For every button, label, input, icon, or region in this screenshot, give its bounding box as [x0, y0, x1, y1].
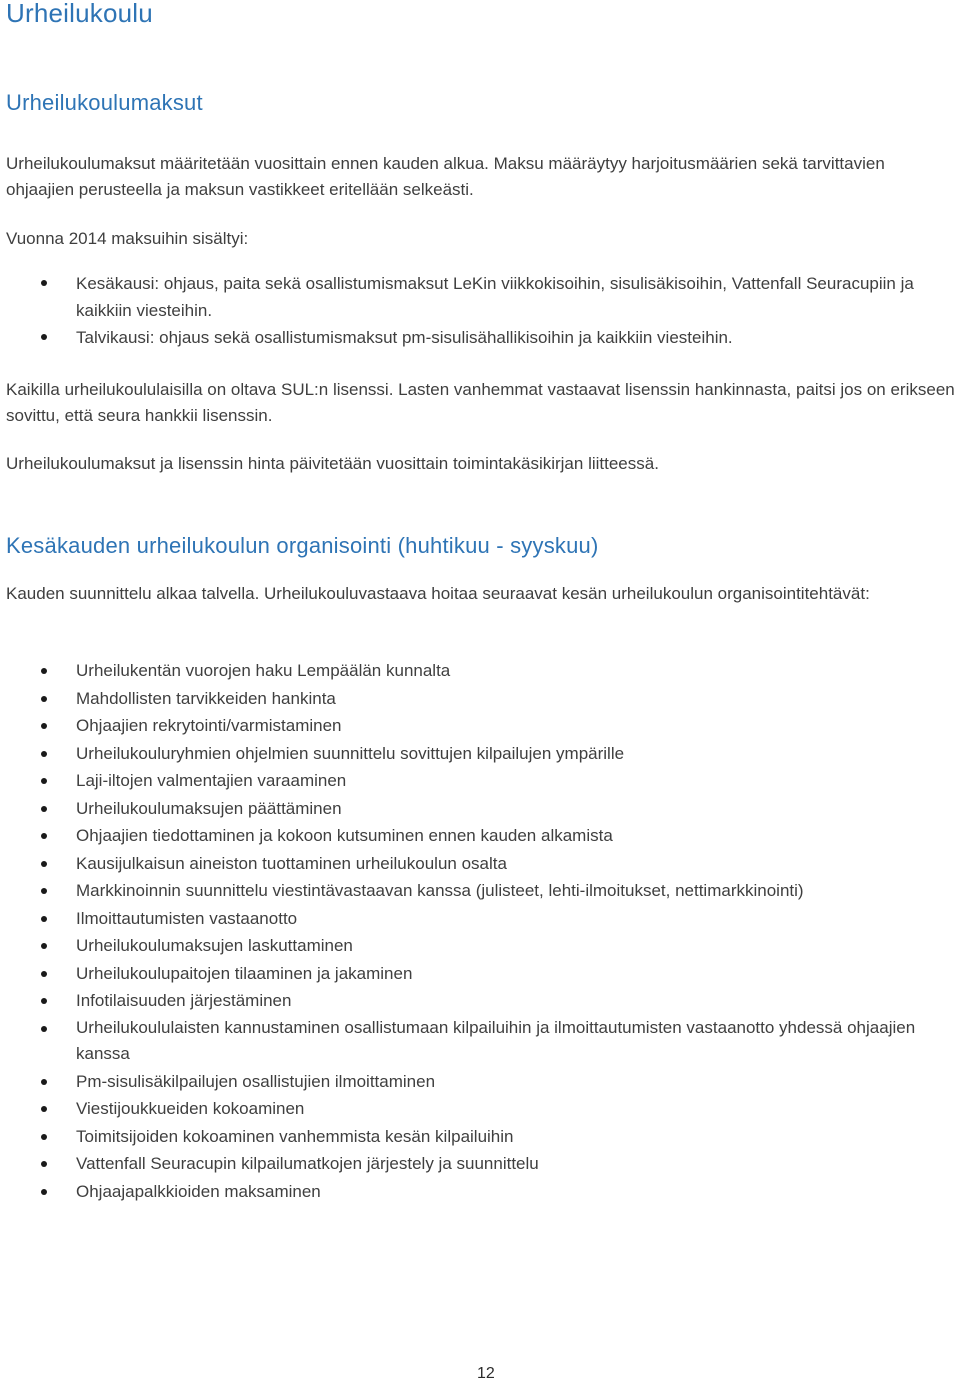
- bullet-icon: [41, 943, 47, 949]
- bullet-icon: [41, 723, 47, 729]
- list-item-text: Urheilukouluryhmien ohjelmien suunnittelu sovittujen kilpailujen ympärille: [76, 743, 625, 763]
- list-item: [0, 712, 960, 740]
- fees-intro: Vuonna 2014 maksuihin sisältyi:: [6, 229, 249, 248]
- section-heading-fees: Urheilukoulumaksut: [6, 90, 203, 115]
- list-item: [0, 1015, 960, 1068]
- list-item-text: Ilmoittautumisten vastaanotto: [76, 908, 298, 928]
- list-item: [0, 740, 960, 768]
- list-item-text: Vattenfall Seuracupin kilpailumatkojen järjestely ja suunnittelu: [76, 1154, 539, 1173]
- list-item: [0, 1178, 960, 1206]
- bullet-icon: [41, 806, 47, 812]
- list-item: [0, 960, 960, 988]
- bullet-icon: [41, 998, 47, 1004]
- list-item: [0, 685, 960, 713]
- bullet-icon: [41, 1106, 47, 1112]
- list-item: [0, 822, 960, 850]
- summer-intro-paragraph: Kauden suunnittelu alkaa talvella. Urheilukouluvastaava hoitaa seuraavat kesän urheilukoulun organisointitehtävät:: [6, 584, 870, 603]
- bullet-icon: [41, 696, 47, 702]
- bullet-icon: [41, 1026, 47, 1032]
- list-item-text: Urheilukoululaisten kannustaminen osallistumaan kilpailuihin ja ilmoittautumisten vastaanotto yhdessä ohjaajien kanssa: [76, 1017, 916, 1063]
- list-item-text: Urheilukentän vuorojen haku Lempäälän kunnalta: [76, 661, 451, 680]
- list-item: [0, 1068, 960, 1096]
- section-heading-summer: Kesäkauden urheilukoulun organisointi (huhtikuu - syyskuu): [6, 533, 599, 558]
- list-item: [0, 1095, 960, 1123]
- list-item-text: Laji-iltojen valmentajien varaaminen: [76, 771, 347, 790]
- list-item: [0, 1123, 960, 1151]
- summer-task-list: [0, 657, 960, 1205]
- list-item-text: Pm-sisulisäkilpailujen osallistujien ilmoittaminen: [76, 1071, 436, 1091]
- list-item-text: Markkinoinnin suunnittelu viestintävastaavan kanssa (julisteet, lehti-ilmoitukset, nettimarkkinointi): [76, 881, 804, 900]
- list-item-text: Urheilukoulumaksujen laskuttaminen: [76, 936, 353, 955]
- list-item: [0, 324, 960, 351]
- bullet-icon: [41, 280, 47, 286]
- list-item: [0, 850, 960, 878]
- list-item-text: Urheilukoulupaitojen tilaaminen ja jakaminen: [76, 963, 413, 983]
- list-item: [0, 767, 960, 795]
- bullet-icon: [41, 861, 47, 867]
- page-number: 12: [477, 1365, 495, 1382]
- bullet-icon: [41, 1161, 47, 1167]
- fees-paragraph: Urheilukoulumaksut määritetään vuosittain ennen kauden alkua. Maksu määräytyy harjoitusmäärien sekä tarvittavien ohjaajien perusteella ja maksun vastikkeet eritellään selkeästi.: [6, 154, 885, 199]
- list-item-text: Infotilaisuuden järjestäminen: [76, 991, 292, 1010]
- list-item: [0, 1150, 960, 1178]
- bullet-icon: [41, 668, 47, 674]
- bullet-icon: [41, 1079, 47, 1085]
- list-item: [0, 270, 960, 324]
- bullet-icon: [41, 334, 47, 340]
- page-title: Urheilukoulu: [6, 0, 153, 28]
- bullet-icon: [41, 1189, 47, 1195]
- list-item-text: Urheilukoulumaksujen päättäminen: [76, 798, 342, 818]
- bullet-icon: [41, 916, 47, 922]
- list-item: [0, 795, 960, 823]
- list-item-text: Mahdollisten tarvikkeiden hankinta: [76, 688, 336, 708]
- list-item-text: Talvikausi: ohjaus sekä osallistumismaksut pm-sisulisähallikisoihin ja kaikkiin viesteihin.: [76, 328, 733, 347]
- bullet-icon: [41, 888, 47, 894]
- fees-list: [0, 270, 960, 351]
- list-item-text: Kesäkausi: ohjaus, paita sekä osallistumismaksut LeKin viikkokisoihin, sisulisäkisoihin, Vattenfall Seuracupiin ja kaikkiin viesteihin.: [76, 274, 914, 320]
- list-item-text: Toimitsijoiden kokoaminen vanhemmista kesän kilpailuihin: [76, 1126, 514, 1146]
- list-item-text: Ohjaajapalkkioiden maksaminen: [76, 1181, 321, 1201]
- list-item: [0, 932, 960, 960]
- bullet-icon: [41, 971, 47, 977]
- list-item: [0, 987, 960, 1015]
- update-paragraph: Urheilukoulumaksut ja lisenssin hinta päivitetään vuosittain toimintakäsikirjan liitteessä.: [6, 454, 659, 473]
- bullet-icon: [41, 1134, 47, 1140]
- bullet-icon: [41, 751, 47, 757]
- list-item: [0, 905, 960, 933]
- list-item-text: Kausijulkaisun aineiston tuottaminen urheilukoulun osalta: [76, 853, 507, 873]
- list-item-text: Ohjaajien tiedottaminen ja kokoon kutsuminen ennen kauden alkamista: [76, 826, 613, 845]
- list-item: [0, 657, 960, 685]
- bullet-icon: [41, 833, 47, 839]
- list-item: [0, 877, 960, 905]
- bullet-icon: [41, 778, 47, 784]
- list-item-text: Viestijoukkueiden kokoaminen: [76, 1099, 305, 1118]
- list-item-text: Ohjaajien rekrytointi/varmistaminen: [76, 716, 342, 735]
- license-paragraph: Kaikilla urheilukoululaisilla on oltava SUL:n lisenssi. Lasten vanhemmat vastaavat lisenssin hankinnasta, paitsi jos on erikseen sovittu, että seura hankkii lisenssin.: [6, 380, 955, 425]
